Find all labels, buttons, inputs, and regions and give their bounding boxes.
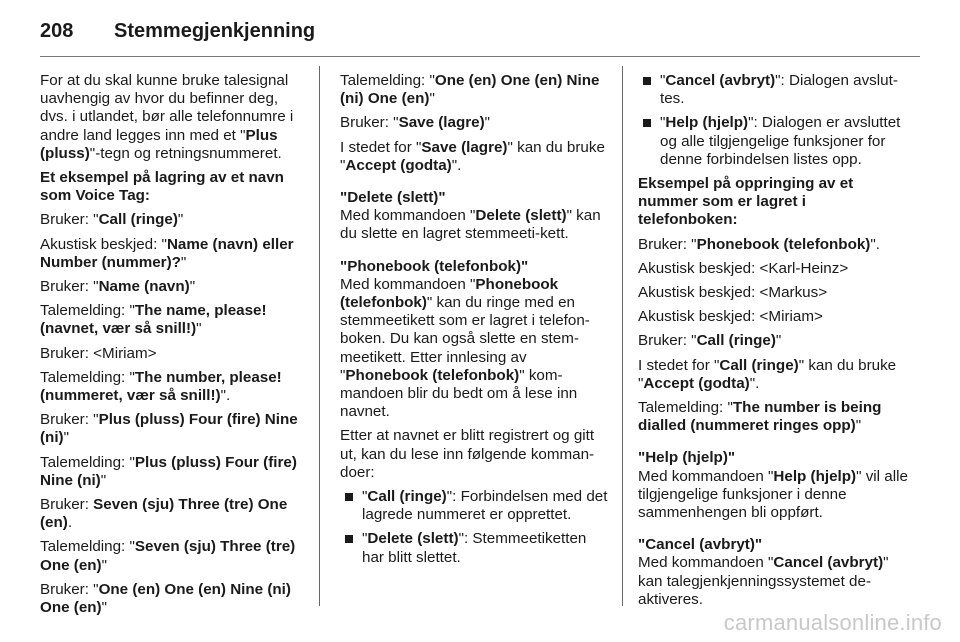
- dialog-line: Talemelding: "The number, please! (nummeret, vær så snill!)".: [40, 368, 282, 405]
- paragraph: Etter at navnet er blitt registrert og gitt ut, kan du lese inn følgende komman‐doer:: [340, 427, 595, 481]
- section-heading: "Phonebook (telefonbok)": [340, 257, 529, 275]
- page-header: [40, 16, 920, 48]
- cancel-section: "Cancel (avbryt)" Med kommandoen "Cancel (avbryt)" kan talegjenkjenningssystemet de‐aktiveres.: [638, 536, 908, 609]
- bullet-icon: [345, 535, 353, 543]
- dialog-line: Bruker: <Miriam>: [40, 344, 157, 362]
- dialog-line: I stedet for "Save (lagre)" kan du bruke "Accept (godta)".: [340, 138, 605, 174]
- help-section: "Help (hjelp)" Med kommandoen "Help (hjelp)" vil alle tilgjengelige funksjoner i denne sammenhengen bli oppført.: [638, 449, 908, 522]
- dialog-line: Talemelding: "Plus (pluss) Four (fire) Nine (ni)": [40, 453, 297, 489]
- dialog-line: Akustisk beskjed: <Karl-Heinz>: [638, 259, 849, 277]
- phonebook-section: "Phonebook (telefonbok)" Med kommandoen "Phonebook (telefonbok)" kan du ringe med en stemmeetikett som er lagret i telefon‐boken. Du kan også slette en stem‐meetikett. Etter innlesing av "Phonebook (telefonbok)" kom‐mandoen blir du bedt om å lese inn navnet.: [340, 258, 608, 422]
- list-item: "Help (hjelp)": Dialogen er avsluttet og alle tilgjengelige funksjoner for denne forbindelsen listes opp.: [638, 114, 908, 169]
- dialog-line: Bruker: "One (en) One (en) Nine (ni) One (en)": [40, 580, 291, 617]
- dialog-line: Talemelding: "Seven (sju) Three (tre) One (en)": [40, 538, 296, 574]
- dialog-line: Bruker: "Plus (pluss) Four (fire) Nine (ni)": [40, 411, 298, 447]
- column-1: [40, 72, 304, 623]
- column-divider: [622, 66, 623, 606]
- dialog-line: I stedet for "Call (ringe)" kan du bruke "Accept (godta)".: [638, 356, 897, 392]
- column-3: [638, 72, 908, 615]
- bullet-icon: [643, 77, 651, 85]
- example-heading: Et eksempel på lagring av et navn som Voice Tag:: [40, 169, 284, 205]
- dialog-line: Bruker: "Call (ringe)": [40, 211, 184, 229]
- list-item: "Cancel (avbryt)": Dialogen avslut‐tes.: [638, 72, 908, 108]
- delete-section: "Delete (slett)" Med kommandoen "Delete (slett)" kan du slette en lagret stemmeeti‐kett.: [340, 189, 608, 244]
- watermark: carmanualsonline.info: [723, 610, 942, 635]
- dialog-line: Bruker: "Phonebook (telefonbok)".: [638, 235, 880, 253]
- dialog-line: Akustisk beskjed: <Miriam>: [638, 308, 823, 326]
- section-heading: "Help (hjelp)": [638, 449, 736, 467]
- intro-paragraph: For at du skal kunne bruke talesignal uavhengig av hvor du befinner deg, dvs. i utlandet, bør alle telefonnumre i andre land legges inn med et "Plus (pluss)"-tegn og retningsnummeret.: [40, 72, 294, 162]
- column-2: [340, 72, 608, 573]
- section-heading: "Delete (slett)": [340, 189, 446, 207]
- bullet-icon: [643, 119, 651, 127]
- dialog-line: Akustisk beskjed: "Name (navn) eller Number (nummer)?": [40, 235, 294, 271]
- page-number: 208: [40, 20, 74, 42]
- dialog-line: Talemelding: "The number is being dialled (nummeret ringes opp)": [638, 399, 882, 435]
- list-item: "Delete (slett)": Stemmeetiketten har blitt slettet.: [340, 530, 608, 566]
- dialog-line: Bruker: "Save (lagre)": [340, 114, 491, 132]
- page-title: Stemmegjenkjenning: [114, 20, 316, 42]
- column-divider: [319, 66, 320, 606]
- dialog-line: Bruker: Seven (sju) Three (tre) One (en).: [40, 496, 288, 532]
- example-heading: Eksempel på oppringing av et nummer som er lagret i telefonboken:: [638, 175, 854, 229]
- header-divider: [40, 56, 920, 57]
- dialog-line: Talemelding: "The name, please! (navnet, vær så snill!)": [40, 302, 267, 338]
- dialog-line: Bruker: "Name (navn)": [40, 278, 196, 296]
- dialog-line: Akustisk beskjed: <Markus>: [638, 284, 828, 302]
- section-heading: "Cancel (avbryt)": [638, 536, 763, 554]
- bullet-icon: [345, 493, 353, 501]
- dialog-line: Talemelding: "One (en) One (en) Nine (ni) One (en)": [340, 72, 600, 108]
- dialog-line: Bruker: "Call (ringe)": [638, 332, 782, 350]
- list-item: "Call (ringe)": Forbindelsen med det lagrede nummeret er opprettet.: [340, 488, 608, 524]
